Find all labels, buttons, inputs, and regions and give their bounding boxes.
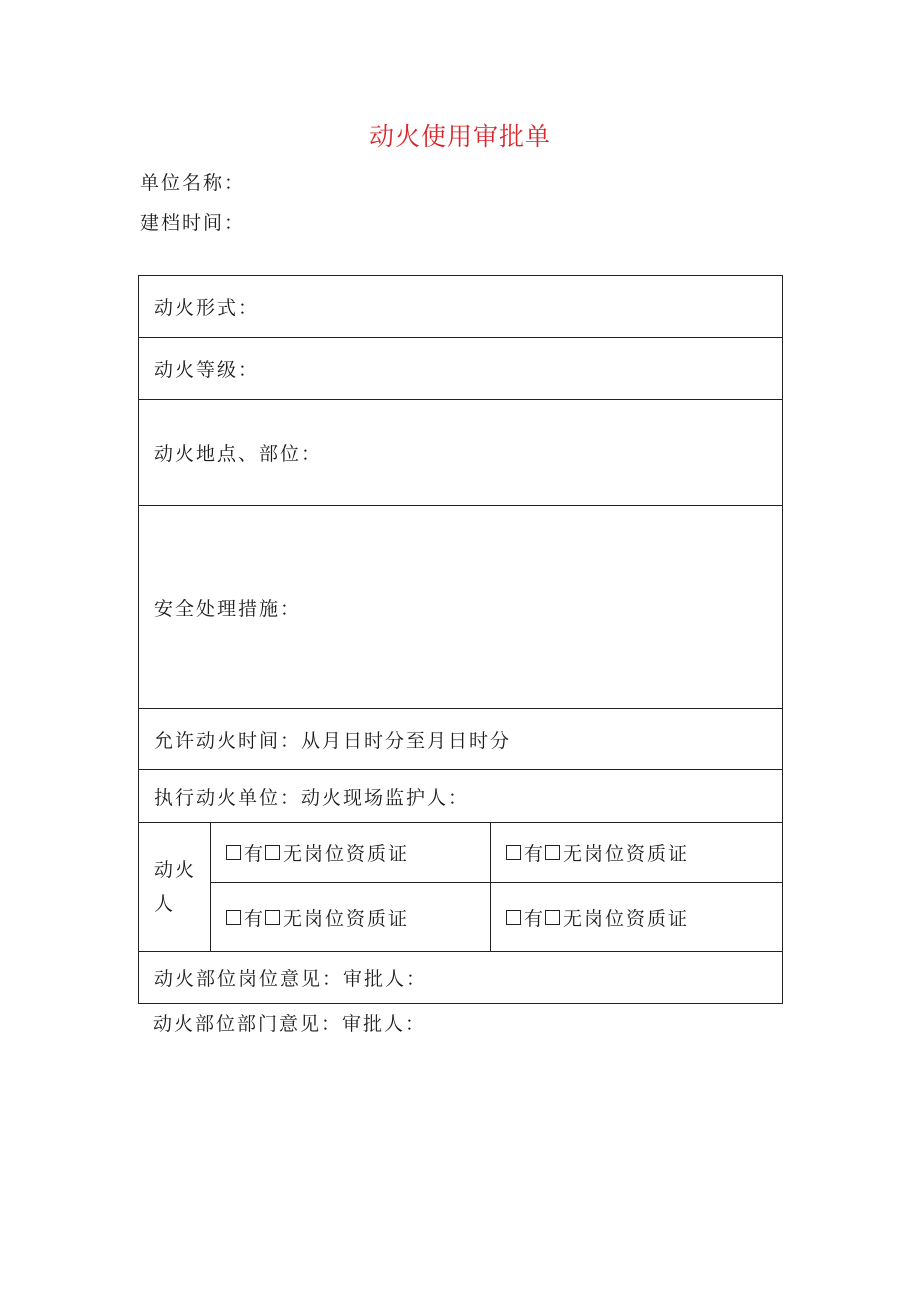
- fire-person-label: [139, 823, 211, 952]
- row-fire-level: [139, 338, 783, 400]
- fire-location-label: 动火地点、部位：: [154, 443, 323, 465]
- fire-person-label-line2: 人: [154, 893, 176, 915]
- checkbox-no-cert[interactable]: [545, 910, 560, 925]
- fire-person-label-line1: 动火: [154, 859, 197, 881]
- fire-type-label: 动火形式：: [154, 297, 260, 319]
- row-fire-person-2: [139, 883, 783, 952]
- checkbox-has-cert[interactable]: [506, 845, 521, 860]
- checkbox-has-cert[interactable]: [226, 910, 241, 925]
- row-safety-measures: [139, 506, 783, 709]
- row-fire-location: [139, 400, 783, 506]
- cert-cell-4: [491, 883, 783, 952]
- post-opinion-field[interactable]: [139, 952, 783, 1004]
- unit-name-label: 单位名称：: [140, 172, 246, 194]
- fire-level-field[interactable]: [139, 338, 783, 400]
- archive-time-label: 建档时间：: [140, 212, 246, 234]
- fire-type-field[interactable]: [139, 276, 783, 338]
- safety-measures-label: 安全处理措施：: [154, 597, 302, 620]
- cert-no-label: 无岗位资质证: [283, 843, 410, 865]
- fire-location-field[interactable]: [139, 400, 783, 506]
- cert-no-label: 无岗位资质证: [563, 907, 690, 930]
- safety-measures-field[interactable]: [139, 506, 783, 709]
- checkbox-no-cert[interactable]: [265, 845, 280, 860]
- row-fire-person-1: [139, 823, 783, 883]
- cert-cell-2: [491, 823, 783, 883]
- cert-yes-label: 有: [244, 843, 266, 865]
- executor-label: 执行动火单位：动火现场监护人：: [154, 786, 470, 809]
- checkbox-has-cert[interactable]: [506, 910, 521, 925]
- row-allowed-time: [139, 709, 783, 770]
- cert-cell-3: [211, 883, 491, 952]
- row-executor: [139, 770, 783, 823]
- approval-form-table: [138, 275, 783, 1004]
- cert-yes-label: 有: [524, 907, 546, 930]
- allowed-time-field[interactable]: [139, 709, 783, 770]
- post-opinion-label: 动火部位岗位意见：审批人：: [154, 968, 428, 990]
- cert-cell-1: [211, 823, 491, 883]
- dept-opinion-label: 动火部位部门意见：审批人：: [153, 1013, 427, 1035]
- cert-yes-label: 有: [244, 907, 266, 930]
- checkbox-no-cert[interactable]: [545, 845, 560, 860]
- fire-level-label: 动火等级：: [154, 359, 260, 381]
- cert-no-label: 无岗位资质证: [563, 843, 690, 865]
- row-fire-type: [139, 276, 783, 338]
- row-post-opinion: [139, 952, 783, 1004]
- document-title: 动火使用审批单: [368, 122, 551, 151]
- executor-field[interactable]: [139, 770, 783, 823]
- allowed-time-label: 允许动火时间：从月日时分至月日时分: [154, 729, 512, 752]
- checkbox-has-cert[interactable]: [226, 845, 241, 860]
- cert-yes-label: 有: [524, 843, 546, 865]
- cert-no-label: 无岗位资质证: [283, 907, 410, 930]
- checkbox-no-cert[interactable]: [265, 910, 280, 925]
